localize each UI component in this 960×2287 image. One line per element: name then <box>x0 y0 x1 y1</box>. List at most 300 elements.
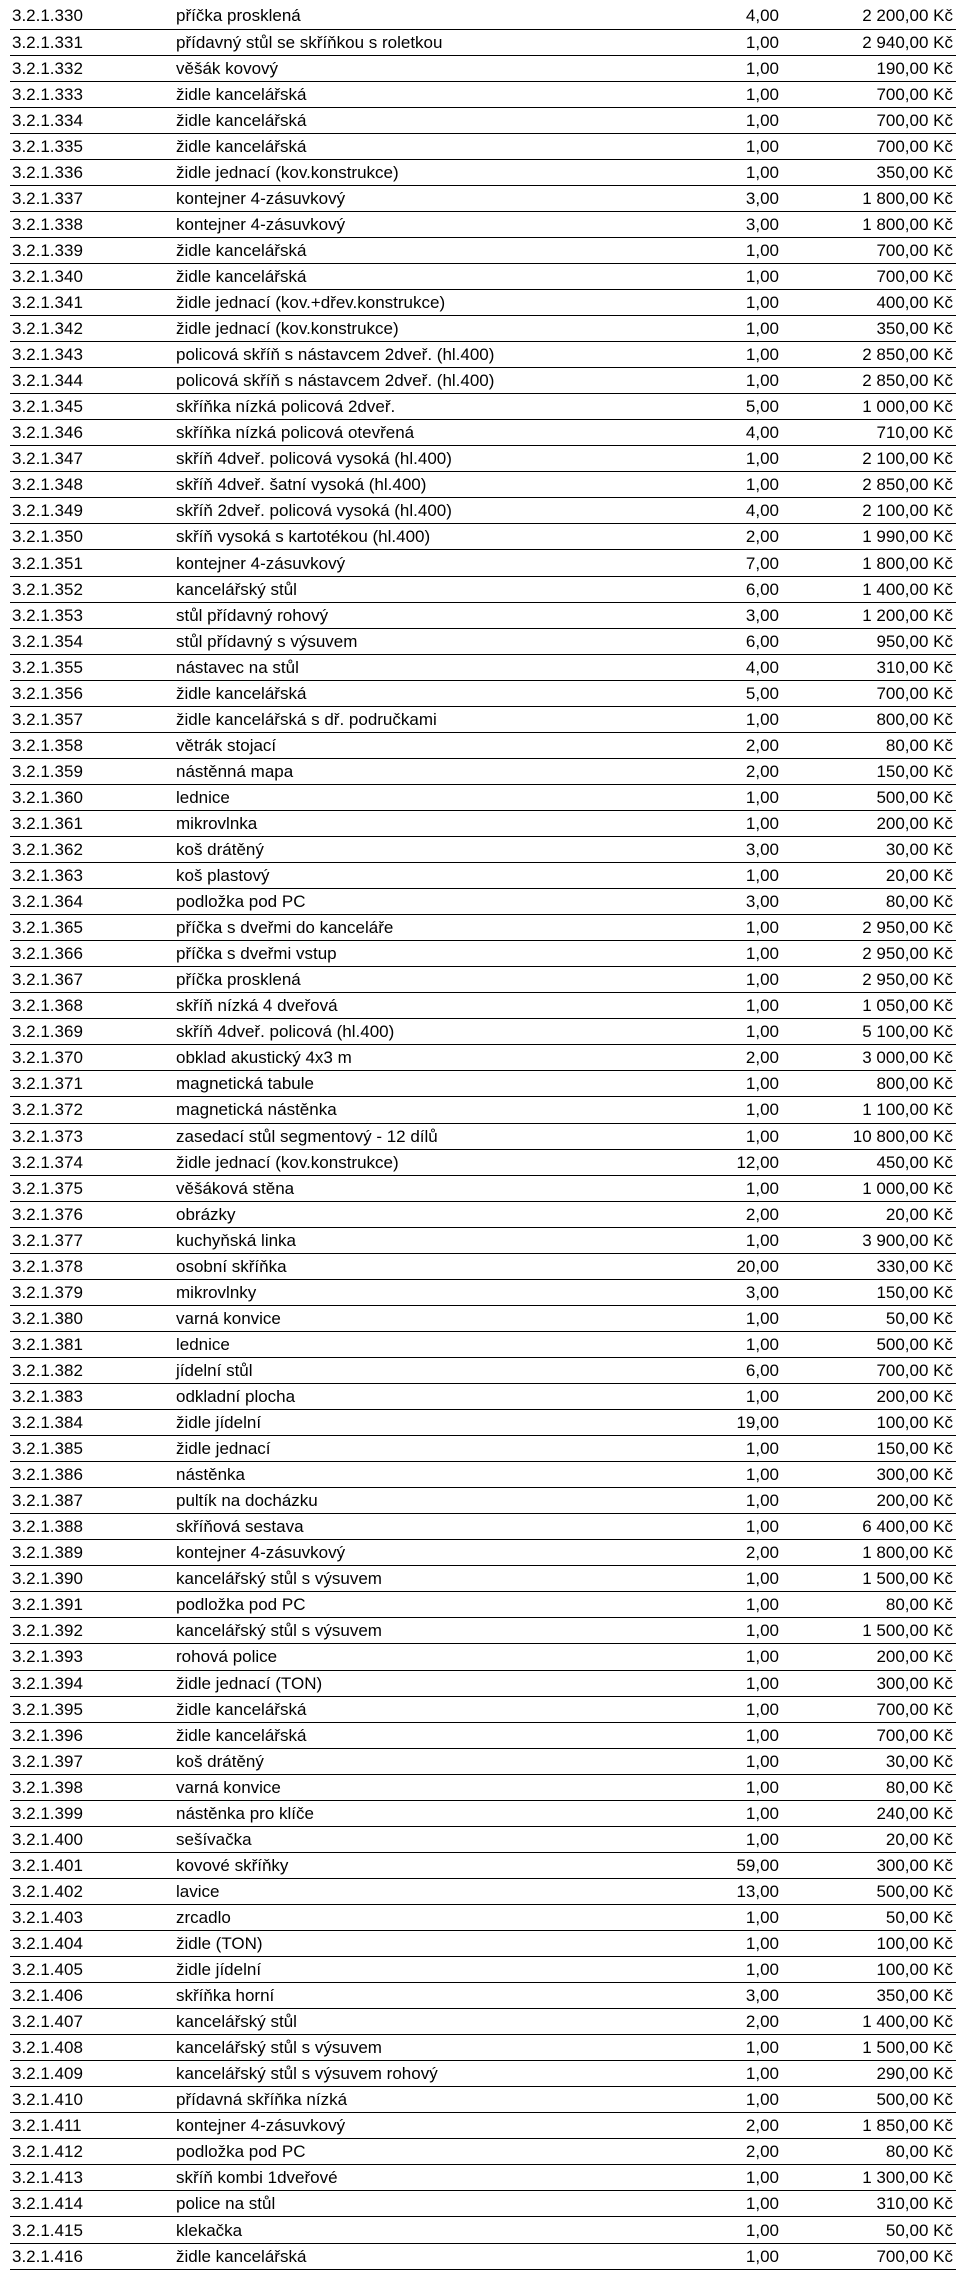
item-quantity: 59,00 <box>676 1852 783 1878</box>
item-quantity: 4,00 <box>676 420 783 446</box>
item-code: 3.2.1.396 <box>10 1722 172 1748</box>
item-quantity: 1,00 <box>676 1644 783 1670</box>
item-price: 300,00 Kč <box>783 1852 956 1878</box>
table-row <box>10 2087 956 2113</box>
item-quantity: 1,00 <box>676 706 783 732</box>
item-quantity: 1,00 <box>676 1227 783 1253</box>
item-code: 3.2.1.360 <box>10 784 172 810</box>
table-row <box>10 1357 956 1383</box>
table-row <box>10 1488 956 1514</box>
item-price: 700,00 Kč <box>783 237 956 263</box>
item-name: stůl přídavný s výsuvem <box>172 628 676 654</box>
item-code: 3.2.1.399 <box>10 1800 172 1826</box>
item-quantity: 13,00 <box>676 1878 783 1904</box>
item-name: příčka prosklená <box>172 3 676 29</box>
table-row <box>10 185 956 211</box>
table-row <box>10 263 956 289</box>
item-quantity: 1,00 <box>676 2035 783 2061</box>
item-name: skříňka nízká policová otevřená <box>172 420 676 446</box>
item-code: 3.2.1.408 <box>10 2035 172 2061</box>
item-quantity: 1,00 <box>676 263 783 289</box>
item-name: kontejner 4-zásuvkový <box>172 2113 676 2139</box>
table-row <box>10 1566 956 1592</box>
item-price: 30,00 Kč <box>783 1748 956 1774</box>
item-quantity: 2,00 <box>676 1201 783 1227</box>
item-name: skříňka horní <box>172 1983 676 2009</box>
item-code: 3.2.1.395 <box>10 1696 172 1722</box>
item-name: obklad akustický 4x3 m <box>172 1045 676 1071</box>
item-price: 700,00 Kč <box>783 1722 956 1748</box>
item-code: 3.2.1.358 <box>10 732 172 758</box>
item-price: 150,00 Kč <box>783 758 956 784</box>
item-price: 700,00 Kč <box>783 263 956 289</box>
item-quantity: 1,00 <box>676 1436 783 1462</box>
item-price: 100,00 Kč <box>783 1957 956 1983</box>
item-quantity: 1,00 <box>676 1383 783 1409</box>
item-quantity: 3,00 <box>676 602 783 628</box>
table-row <box>10 1097 956 1123</box>
table-row <box>10 863 956 889</box>
item-code: 3.2.1.402 <box>10 1878 172 1904</box>
item-name: varná konvice <box>172 1305 676 1331</box>
item-quantity: 1,00 <box>676 81 783 107</box>
item-quantity: 6,00 <box>676 628 783 654</box>
table-row <box>10 628 956 654</box>
item-name: mikrovlnka <box>172 810 676 836</box>
table-row <box>10 1983 956 2009</box>
item-price: 3 900,00 Kč <box>783 1227 956 1253</box>
item-code: 3.2.1.380 <box>10 1305 172 1331</box>
item-price: 190,00 Kč <box>783 55 956 81</box>
item-code: 3.2.1.336 <box>10 159 172 185</box>
item-code: 3.2.1.359 <box>10 758 172 784</box>
item-code: 3.2.1.330 <box>10 3 172 29</box>
item-name: židle jednací <box>172 1436 676 1462</box>
item-code: 3.2.1.351 <box>10 550 172 576</box>
table-row <box>10 1540 956 1566</box>
table-row <box>10 1227 956 1253</box>
item-price: 200,00 Kč <box>783 1644 956 1670</box>
table-row <box>10 472 956 498</box>
table-row <box>10 237 956 263</box>
item-code: 3.2.1.339 <box>10 237 172 263</box>
item-code: 3.2.1.347 <box>10 446 172 472</box>
item-name: koš drátěný <box>172 837 676 863</box>
table-row <box>10 1696 956 1722</box>
item-quantity: 2,00 <box>676 2139 783 2165</box>
item-name: kovové skříňky <box>172 1852 676 1878</box>
item-quantity: 1,00 <box>676 472 783 498</box>
table-row <box>10 342 956 368</box>
item-price: 1 400,00 Kč <box>783 576 956 602</box>
item-code: 3.2.1.343 <box>10 342 172 368</box>
item-price: 800,00 Kč <box>783 1071 956 1097</box>
item-quantity: 1,00 <box>676 1331 783 1357</box>
item-price: 30,00 Kč <box>783 837 956 863</box>
item-code: 3.2.1.371 <box>10 1071 172 1097</box>
item-quantity: 1,00 <box>676 2087 783 2113</box>
item-name: osobní skříňka <box>172 1253 676 1279</box>
table-row <box>10 1253 956 1279</box>
item-code: 3.2.1.410 <box>10 2087 172 2113</box>
item-price: 50,00 Kč <box>783 1904 956 1930</box>
item-price: 400,00 Kč <box>783 290 956 316</box>
item-name: skříňová sestava <box>172 1514 676 1540</box>
item-price: 2 850,00 Kč <box>783 342 956 368</box>
item-price: 80,00 Kč <box>783 1774 956 1800</box>
table-row <box>10 1930 956 1956</box>
item-price: 1 850,00 Kč <box>783 2113 956 2139</box>
item-name: židle jednací (kov.konstrukce) <box>172 159 676 185</box>
item-price: 1 000,00 Kč <box>783 394 956 420</box>
item-name: židle (TON) <box>172 1930 676 1956</box>
item-name: větrák stojací <box>172 732 676 758</box>
item-name: kontejner 4-zásuvkový <box>172 211 676 237</box>
item-code: 3.2.1.381 <box>10 1331 172 1357</box>
item-quantity: 1,00 <box>676 29 783 55</box>
item-price: 50,00 Kč <box>783 1305 956 1331</box>
item-quantity: 6,00 <box>676 1357 783 1383</box>
item-code: 3.2.1.407 <box>10 2009 172 2035</box>
item-code: 3.2.1.397 <box>10 1748 172 1774</box>
item-price: 330,00 Kč <box>783 1253 956 1279</box>
item-price: 1 000,00 Kč <box>783 1175 956 1201</box>
item-price: 700,00 Kč <box>783 107 956 133</box>
item-name: židle kancelářská <box>172 1696 676 1722</box>
table-row <box>10 1826 956 1852</box>
table-row <box>10 29 956 55</box>
item-price: 20,00 Kč <box>783 1826 956 1852</box>
item-code: 3.2.1.403 <box>10 1904 172 1930</box>
table-row <box>10 368 956 394</box>
item-quantity: 20,00 <box>676 1253 783 1279</box>
item-name: kuchyňská linka <box>172 1227 676 1253</box>
item-quantity: 1,00 <box>676 863 783 889</box>
item-name: kancelářský stůl s výsuvem <box>172 2035 676 2061</box>
item-code: 3.2.1.349 <box>10 498 172 524</box>
table-row <box>10 837 956 863</box>
table-row <box>10 889 956 915</box>
item-quantity: 19,00 <box>676 1410 783 1436</box>
item-quantity: 1,00 <box>676 810 783 836</box>
item-quantity: 1,00 <box>676 1774 783 1800</box>
item-quantity: 6,00 <box>676 576 783 602</box>
item-code: 3.2.1.333 <box>10 81 172 107</box>
table-row <box>10 2113 956 2139</box>
item-name: příčka s dveřmi vstup <box>172 941 676 967</box>
item-quantity: 3,00 <box>676 889 783 915</box>
item-price: 450,00 Kč <box>783 1149 956 1175</box>
item-price: 2 100,00 Kč <box>783 446 956 472</box>
item-name: zrcadlo <box>172 1904 676 1930</box>
table-row <box>10 159 956 185</box>
table-row <box>10 1149 956 1175</box>
item-quantity: 1,00 <box>676 784 783 810</box>
item-price: 500,00 Kč <box>783 1331 956 1357</box>
table-row <box>10 2191 956 2217</box>
item-price: 350,00 Kč <box>783 1983 956 2009</box>
table-row <box>10 1748 956 1774</box>
item-code: 3.2.1.346 <box>10 420 172 446</box>
item-quantity: 1,00 <box>676 1071 783 1097</box>
item-price: 1 800,00 Kč <box>783 211 956 237</box>
item-quantity: 4,00 <box>676 498 783 524</box>
item-quantity: 1,00 <box>676 1097 783 1123</box>
item-code: 3.2.1.365 <box>10 915 172 941</box>
item-code: 3.2.1.390 <box>10 1566 172 1592</box>
item-price: 290,00 Kč <box>783 2061 956 2087</box>
table-row <box>10 394 956 420</box>
table-row <box>10 1878 956 1904</box>
item-price: 1 800,00 Kč <box>783 550 956 576</box>
item-name: židle kancelářská <box>172 133 676 159</box>
item-price: 5 100,00 Kč <box>783 1019 956 1045</box>
item-quantity: 1,00 <box>676 237 783 263</box>
item-code: 3.2.1.367 <box>10 967 172 993</box>
item-name: židle kancelářská <box>172 2243 676 2269</box>
item-price: 80,00 Kč <box>783 1592 956 1618</box>
item-quantity: 1,00 <box>676 1696 783 1722</box>
item-quantity: 4,00 <box>676 3 783 29</box>
table-row <box>10 133 956 159</box>
item-quantity: 1,00 <box>676 446 783 472</box>
item-code: 3.2.1.375 <box>10 1175 172 1201</box>
item-quantity: 1,00 <box>676 1123 783 1149</box>
item-quantity: 1,00 <box>676 1019 783 1045</box>
item-quantity: 3,00 <box>676 1983 783 2009</box>
item-name: podložka pod PC <box>172 2139 676 2165</box>
inventory-table-body <box>10 3 956 2269</box>
item-code: 3.2.1.340 <box>10 263 172 289</box>
item-price: 300,00 Kč <box>783 1670 956 1696</box>
table-row <box>10 1462 956 1488</box>
item-name: kontejner 4-zásuvkový <box>172 550 676 576</box>
item-price: 1 800,00 Kč <box>783 1540 956 1566</box>
item-name: jídelní stůl <box>172 1357 676 1383</box>
item-code: 3.2.1.342 <box>10 316 172 342</box>
item-code: 3.2.1.405 <box>10 1957 172 1983</box>
item-price: 500,00 Kč <box>783 2087 956 2113</box>
table-row <box>10 1383 956 1409</box>
item-name: židle kancelářská <box>172 107 676 133</box>
item-price: 10 800,00 Kč <box>783 1123 956 1149</box>
item-name: kancelářský stůl <box>172 2009 676 2035</box>
item-code: 3.2.1.341 <box>10 290 172 316</box>
item-code: 3.2.1.384 <box>10 1410 172 1436</box>
item-code: 3.2.1.374 <box>10 1149 172 1175</box>
item-code: 3.2.1.389 <box>10 1540 172 1566</box>
table-row <box>10 1045 956 1071</box>
item-name: přídavná skříňka nízká <box>172 2087 676 2113</box>
table-row <box>10 1305 956 1331</box>
item-code: 3.2.1.355 <box>10 654 172 680</box>
item-name: skříň kombi 1dveřové <box>172 2165 676 2191</box>
item-name: skříň vysoká s kartotékou (hl.400) <box>172 524 676 550</box>
item-code: 3.2.1.338 <box>10 211 172 237</box>
item-price: 500,00 Kč <box>783 1878 956 1904</box>
item-code: 3.2.1.335 <box>10 133 172 159</box>
item-price: 100,00 Kč <box>783 1930 956 1956</box>
item-name: nástěnná mapa <box>172 758 676 784</box>
item-code: 3.2.1.413 <box>10 2165 172 2191</box>
item-code: 3.2.1.415 <box>10 2217 172 2243</box>
item-quantity: 1,00 <box>676 133 783 159</box>
item-name: skříň 2dveř. policová vysoká (hl.400) <box>172 498 676 524</box>
item-name: židle jednací (TON) <box>172 1670 676 1696</box>
table-row <box>10 2139 956 2165</box>
item-name: věšák kovový <box>172 55 676 81</box>
item-name: podložka pod PC <box>172 1592 676 1618</box>
table-row <box>10 1774 956 1800</box>
item-quantity: 1,00 <box>676 342 783 368</box>
table-row <box>10 316 956 342</box>
table-row <box>10 680 956 706</box>
item-quantity: 1,00 <box>676 1566 783 1592</box>
item-price: 200,00 Kč <box>783 1488 956 1514</box>
table-row <box>10 290 956 316</box>
item-price: 50,00 Kč <box>783 2217 956 2243</box>
item-code: 3.2.1.378 <box>10 1253 172 1279</box>
table-row <box>10 1904 956 1930</box>
item-name: skříň 4dveř. policová vysoká (hl.400) <box>172 446 676 472</box>
item-name: skříň 4dveř. policová (hl.400) <box>172 1019 676 1045</box>
table-row <box>10 2009 956 2035</box>
table-row <box>10 1514 956 1540</box>
item-quantity: 1,00 <box>676 1305 783 1331</box>
item-code: 3.2.1.392 <box>10 1618 172 1644</box>
item-quantity: 3,00 <box>676 211 783 237</box>
item-code: 3.2.1.356 <box>10 680 172 706</box>
item-price: 1 300,00 Kč <box>783 2165 956 2191</box>
item-name: policová skříň s nástavcem 2dveř. (hl.400) <box>172 368 676 394</box>
item-quantity: 2,00 <box>676 2113 783 2139</box>
item-name: mikrovlnky <box>172 1279 676 1305</box>
item-name: židle kancelářská <box>172 680 676 706</box>
item-price: 200,00 Kč <box>783 810 956 836</box>
item-price: 150,00 Kč <box>783 1279 956 1305</box>
item-code: 3.2.1.354 <box>10 628 172 654</box>
table-row <box>10 732 956 758</box>
table-row <box>10 784 956 810</box>
item-name: nástavec na stůl <box>172 654 676 680</box>
item-price: 1 100,00 Kč <box>783 1097 956 1123</box>
item-code: 3.2.1.411 <box>10 2113 172 2139</box>
item-quantity: 12,00 <box>676 1149 783 1175</box>
table-row <box>10 1670 956 1696</box>
item-code: 3.2.1.386 <box>10 1462 172 1488</box>
table-row <box>10 2165 956 2191</box>
item-quantity: 2,00 <box>676 2009 783 2035</box>
item-price: 310,00 Kč <box>783 2191 956 2217</box>
table-row <box>10 1175 956 1201</box>
item-quantity: 5,00 <box>676 394 783 420</box>
item-code: 3.2.1.331 <box>10 29 172 55</box>
item-price: 700,00 Kč <box>783 2243 956 2269</box>
table-row <box>10 498 956 524</box>
item-code: 3.2.1.332 <box>10 55 172 81</box>
item-code: 3.2.1.383 <box>10 1383 172 1409</box>
table-row <box>10 107 956 133</box>
item-name: lednice <box>172 1331 676 1357</box>
item-price: 2 950,00 Kč <box>783 915 956 941</box>
table-row <box>10 758 956 784</box>
table-row <box>10 1410 956 1436</box>
item-name: kontejner 4-zásuvkový <box>172 185 676 211</box>
item-name: odkladní plocha <box>172 1383 676 1409</box>
item-name: židle kancelářská <box>172 263 676 289</box>
item-code: 3.2.1.379 <box>10 1279 172 1305</box>
item-quantity: 2,00 <box>676 1540 783 1566</box>
item-code: 3.2.1.398 <box>10 1774 172 1800</box>
table-row <box>10 602 956 628</box>
item-code: 3.2.1.406 <box>10 1983 172 2009</box>
item-price: 700,00 Kč <box>783 1357 956 1383</box>
item-quantity: 1,00 <box>676 941 783 967</box>
table-row <box>10 1123 956 1149</box>
item-code: 3.2.1.382 <box>10 1357 172 1383</box>
table-row <box>10 2217 956 2243</box>
item-code: 3.2.1.361 <box>10 810 172 836</box>
item-name: přídavný stůl se skříňkou s roletkou <box>172 29 676 55</box>
item-price: 1 200,00 Kč <box>783 602 956 628</box>
item-name: kancelářský stůl s výsuvem <box>172 1618 676 1644</box>
item-quantity: 1,00 <box>676 55 783 81</box>
item-code: 3.2.1.369 <box>10 1019 172 1045</box>
item-name: obrázky <box>172 1201 676 1227</box>
item-name: lednice <box>172 784 676 810</box>
item-code: 3.2.1.400 <box>10 1826 172 1852</box>
item-name: kancelářský stůl <box>172 576 676 602</box>
item-quantity: 1,00 <box>676 290 783 316</box>
item-name: rohová police <box>172 1644 676 1670</box>
item-price: 1 500,00 Kč <box>783 2035 956 2061</box>
item-code: 3.2.1.394 <box>10 1670 172 1696</box>
item-code: 3.2.1.357 <box>10 706 172 732</box>
item-quantity: 1,00 <box>676 1826 783 1852</box>
item-price: 310,00 Kč <box>783 654 956 680</box>
item-quantity: 1,00 <box>676 1592 783 1618</box>
item-code: 3.2.1.334 <box>10 107 172 133</box>
item-code: 3.2.1.376 <box>10 1201 172 1227</box>
item-name: židle kancelářská <box>172 237 676 263</box>
item-price: 950,00 Kč <box>783 628 956 654</box>
item-quantity: 1,00 <box>676 368 783 394</box>
item-price: 350,00 Kč <box>783 159 956 185</box>
item-price: 20,00 Kč <box>783 863 956 889</box>
item-name: židle kancelářská <box>172 81 676 107</box>
item-name: koš drátěný <box>172 1748 676 1774</box>
item-quantity: 3,00 <box>676 837 783 863</box>
table-row <box>10 967 956 993</box>
item-price: 1 500,00 Kč <box>783 1618 956 1644</box>
item-quantity: 1,00 <box>676 1618 783 1644</box>
item-price: 2 850,00 Kč <box>783 472 956 498</box>
item-name: židle jednací (kov.+dřev.konstrukce) <box>172 290 676 316</box>
item-quantity: 1,00 <box>676 1670 783 1696</box>
item-quantity: 5,00 <box>676 680 783 706</box>
item-price: 2 100,00 Kč <box>783 498 956 524</box>
table-row <box>10 915 956 941</box>
item-code: 3.2.1.353 <box>10 602 172 628</box>
item-code: 3.2.1.344 <box>10 368 172 394</box>
table-row <box>10 1852 956 1878</box>
table-row <box>10 810 956 836</box>
item-quantity: 1,00 <box>676 159 783 185</box>
item-quantity: 1,00 <box>676 1722 783 1748</box>
item-name: kancelářský stůl s výsuvem <box>172 1566 676 1592</box>
item-code: 3.2.1.362 <box>10 837 172 863</box>
item-name: skříňka nízká policová 2dveř. <box>172 394 676 420</box>
